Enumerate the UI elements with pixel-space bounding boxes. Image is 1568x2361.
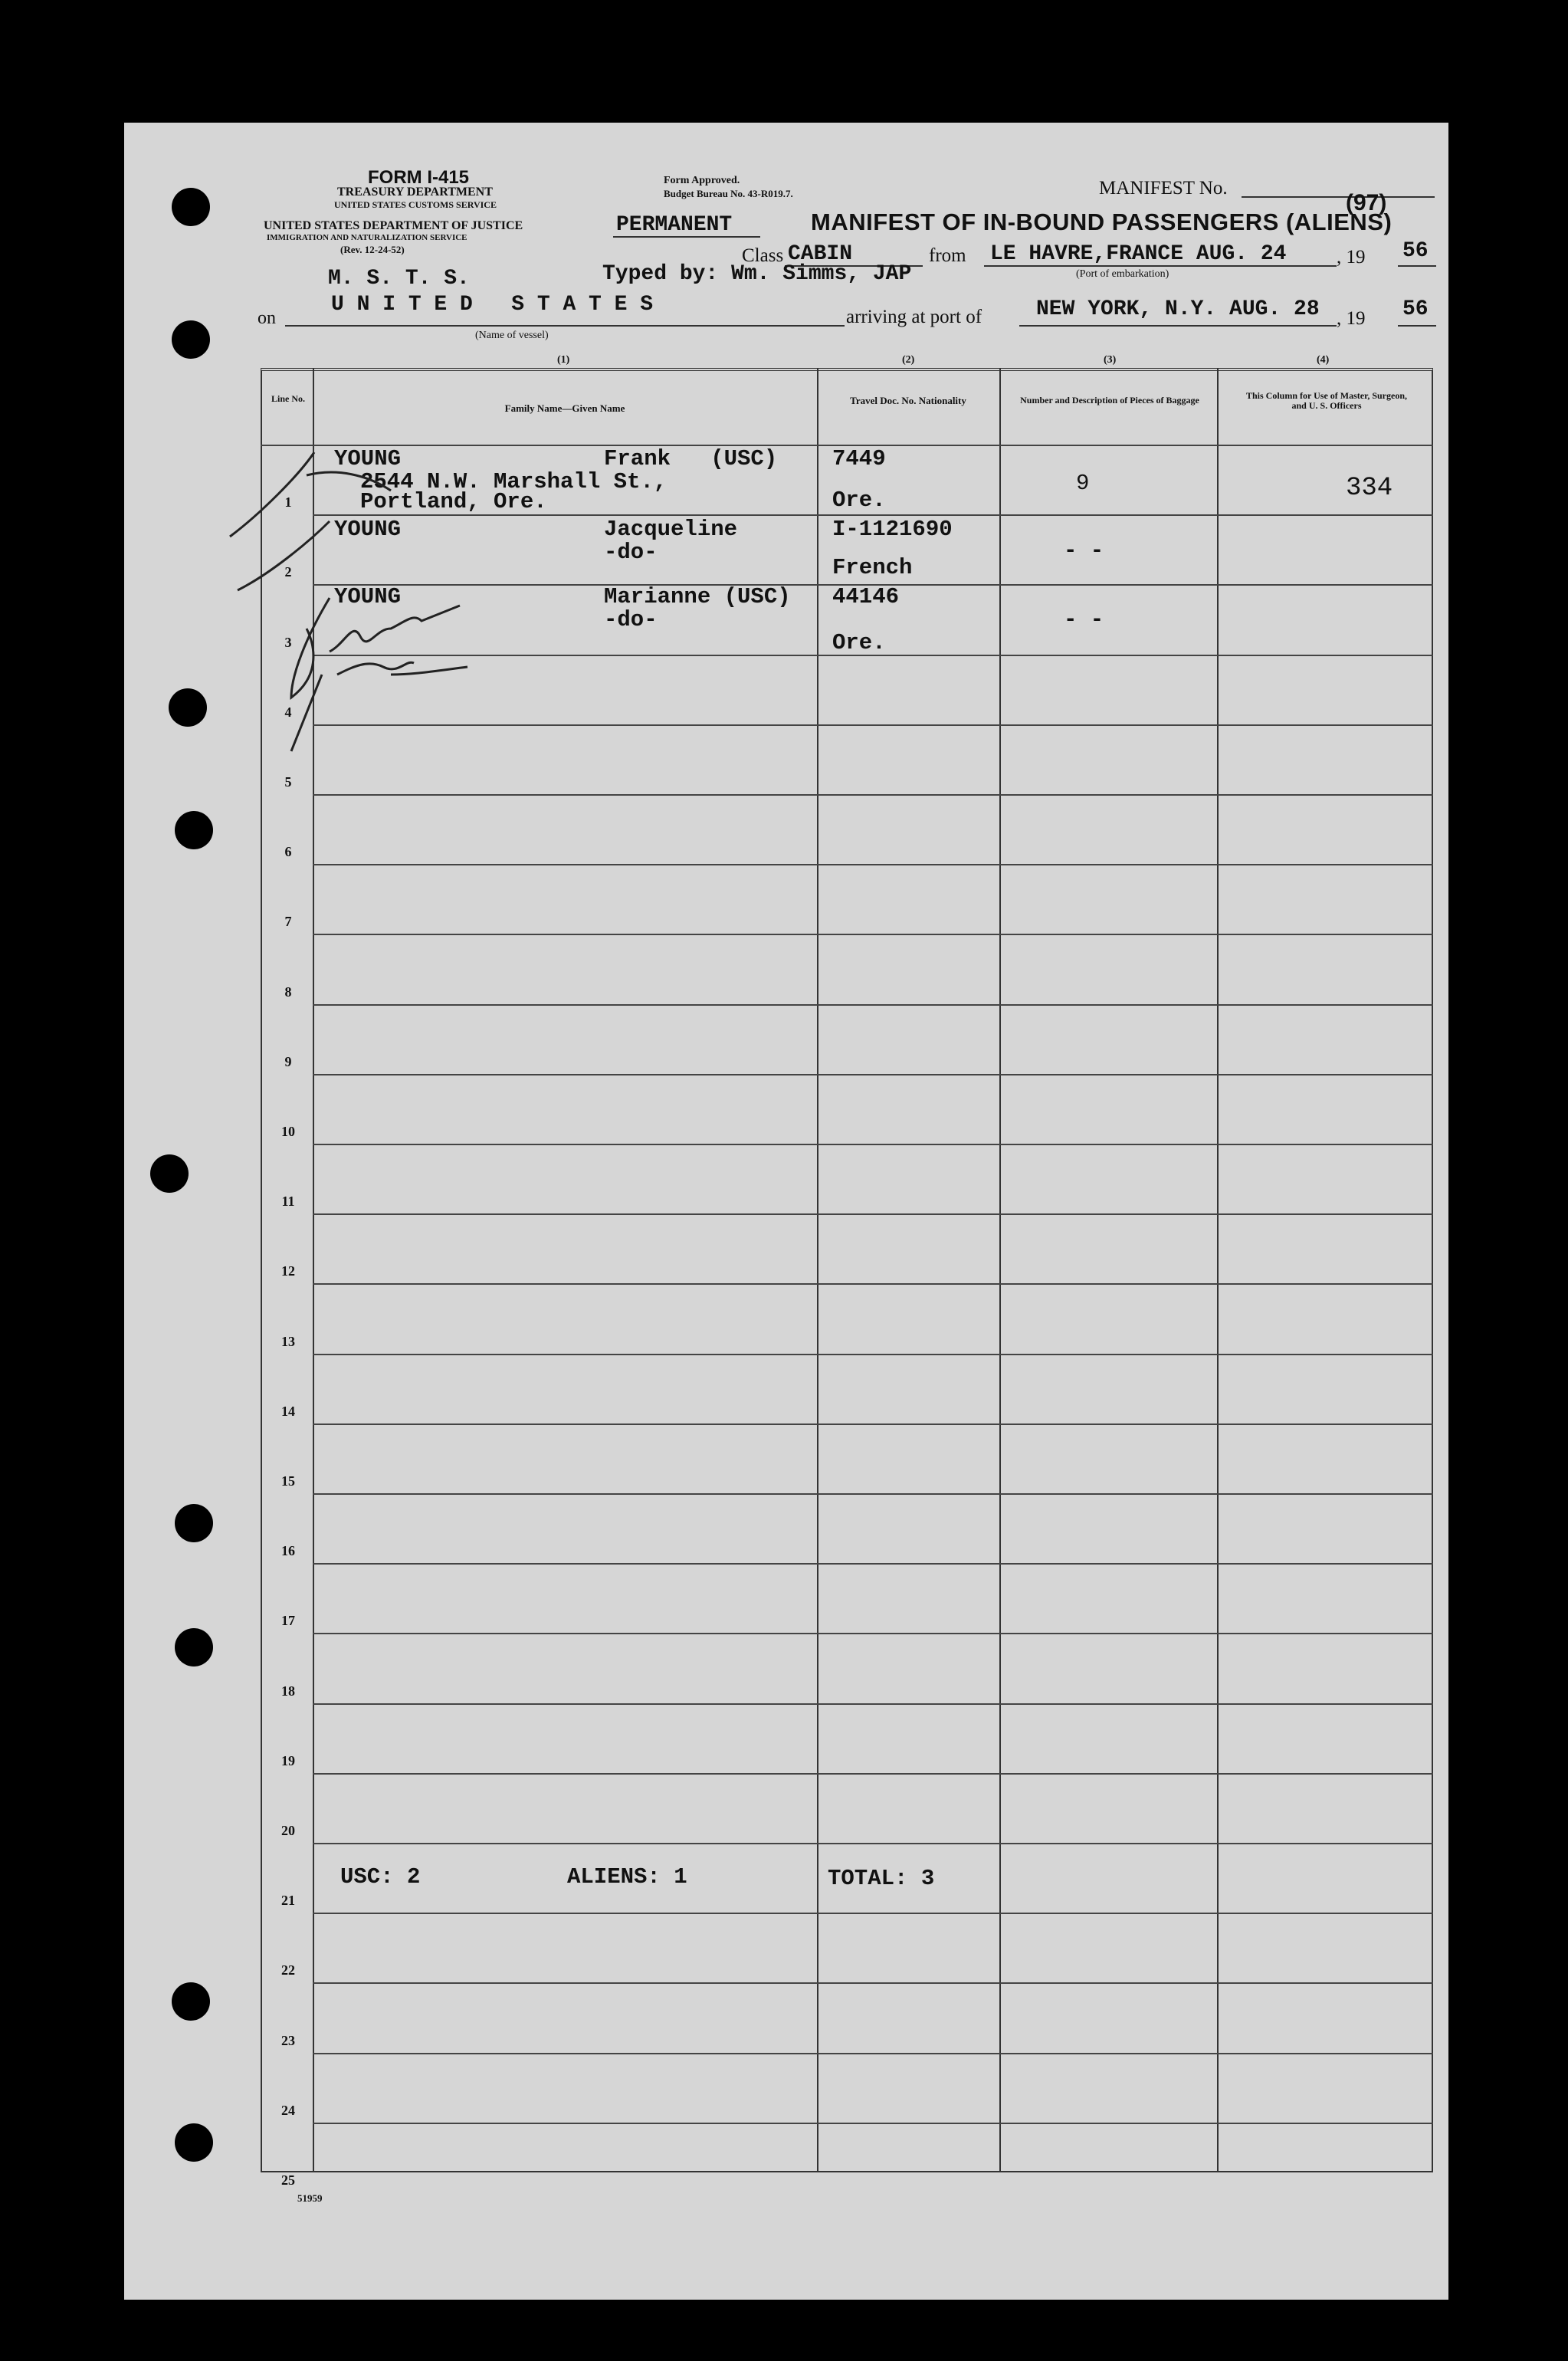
from-value: LE HAVRE,FRANCE AUG. 24 (990, 242, 1287, 266)
entry-nationality: French (832, 555, 913, 580)
column-number: (1) (557, 354, 570, 366)
table-row (313, 1563, 1433, 1565)
entry-given: Frank (USC) (604, 446, 778, 471)
line-number: 13 (281, 1333, 295, 1349)
form-revision: (Rev. 12-24-52) (340, 244, 405, 255)
table-row (313, 934, 1433, 935)
entry-travel-doc: I-1121690 (832, 517, 953, 542)
total-all: TOTAL: 3 (828, 1866, 935, 1891)
table-row (313, 1283, 1433, 1285)
table-row (313, 1913, 1433, 1914)
permanent-stamp: PERMANENT (616, 213, 733, 237)
line-number: 21 (281, 1893, 295, 1909)
line-number: 20 (281, 1823, 295, 1838)
entry-baggage: - - (1064, 607, 1104, 632)
arriving-label: arriving at port of (846, 307, 982, 327)
table-row (313, 1144, 1433, 1145)
line-number: 25 (281, 2172, 295, 2188)
budget-bureau: Budget Bureau No. 43-R019.7. (664, 188, 793, 199)
line-number: 24 (281, 2102, 295, 2118)
line-number: 4 (284, 704, 292, 720)
punch-hole (175, 2123, 213, 2162)
footer-code: 51959 (297, 2192, 323, 2204)
form-approval: Form Approved. (664, 175, 740, 186)
table-row (313, 1633, 1433, 1634)
line-number: 1 (284, 494, 292, 511)
handwritten-marks (215, 445, 490, 767)
vessel-label: (Name of vessel) (475, 330, 549, 341)
table-row (313, 1773, 1433, 1775)
punch-hole (175, 811, 213, 849)
punch-hole (169, 688, 207, 727)
table-row (313, 2123, 1433, 2124)
line-number: 7 (284, 914, 292, 930)
table-row (313, 1493, 1433, 1495)
table-row (313, 1074, 1433, 1075)
entry-family: YOUNG (334, 446, 402, 471)
header-family-name: Family Name—Given Name (504, 402, 625, 414)
entry-family: YOUNG (334, 584, 402, 609)
entry-ditto: -do- (604, 540, 658, 565)
line-number: 23 (281, 2032, 295, 2048)
year2-underline (1398, 325, 1436, 327)
msts: M. S. T. S. (328, 267, 470, 291)
header-officers: This Column for Use of Master, Surgeon, and U. S. Officers (1245, 390, 1407, 411)
table-row (313, 1843, 1433, 1844)
permanent-underline (613, 236, 760, 238)
column-number: (3) (1104, 354, 1117, 366)
total-usc: USC: 2 (340, 1864, 421, 1890)
justice-dept: UNITED STATES DEPARTMENT OF JUSTICE (264, 219, 523, 232)
column-divider (999, 368, 1001, 2172)
manifest-no-label: MANIFEST No. (1099, 178, 1228, 199)
class-value: CABIN (788, 242, 853, 266)
entry-given: Marianne (USC) (604, 584, 791, 609)
vessel-name: U N I T E D S T A T E S (331, 293, 654, 317)
column-divider (1217, 368, 1219, 2172)
typed-by: Typed by: Wm. Simms, JAP (602, 262, 912, 286)
entry-officer-note: 334 (1346, 474, 1393, 503)
entry-ditto: -do- (604, 607, 658, 632)
line-number: 3 (284, 634, 292, 650)
entry-nationality: Ore. (832, 488, 886, 513)
punch-hole (172, 188, 210, 226)
line-number: 18 (281, 1683, 295, 1699)
column-divider (817, 368, 818, 2172)
table-row (313, 1354, 1433, 1355)
from-label: from (929, 245, 966, 266)
column-number: (2) (902, 354, 915, 366)
year2-prefix: , 19 (1337, 308, 1366, 329)
form-title: MANIFEST OF IN-BOUND PASSENGERS (ALIENS) (811, 209, 1393, 235)
total-aliens: ALIENS: 1 (567, 1864, 687, 1890)
table-row (313, 1213, 1433, 1215)
entry-address: Portland, Ore. (360, 489, 547, 514)
header-travel-doc: Travel Doc. No. Nationality (850, 395, 966, 406)
form-number: FORM I-415 (368, 167, 470, 188)
year2-value: 56 (1402, 297, 1429, 321)
manifest-no-underline (1242, 196, 1435, 198)
table-row (313, 864, 1433, 865)
header-line-no: Line No. (271, 393, 305, 404)
arriving-underline (1019, 325, 1337, 327)
year-prefix: , 19 (1337, 247, 1366, 268)
line-number: 12 (281, 1263, 295, 1279)
entry-baggage: - - (1064, 538, 1104, 563)
line-number: 17 (281, 1613, 295, 1629)
ins-service: IMMIGRATION AND NATURALIZATION SERVICE (267, 233, 467, 242)
entry-travel-doc: 44146 (832, 584, 900, 609)
entry-given: Jacqueline (604, 517, 738, 542)
punch-hole (172, 320, 210, 359)
entry-baggage: 9 (1076, 471, 1090, 496)
vessel-underline (285, 325, 845, 327)
column-number: (4) (1317, 354, 1330, 366)
entry-family: YOUNG (334, 517, 402, 542)
line-number: 11 (281, 1194, 295, 1210)
year-value: 56 (1402, 239, 1429, 263)
dept-name: TREASURY DEPARTMENT (337, 186, 493, 199)
table-row (313, 1423, 1433, 1425)
punch-hole (175, 1504, 213, 1542)
year-underline (1398, 265, 1436, 267)
class-label: Class (742, 245, 784, 266)
entry-travel-doc: 7449 (832, 446, 886, 471)
line-number: 10 (281, 1124, 295, 1139)
entry-address: 2544 N.W. Marshall St., (360, 469, 668, 494)
line-number: 15 (281, 1473, 295, 1489)
arriving-value: NEW YORK, N.Y. AUG. 28 (1036, 297, 1320, 321)
entry-nationality: Ore. (832, 630, 886, 655)
punch-hole (175, 1628, 213, 1666)
table-row (313, 2053, 1433, 2054)
line-number: 6 (284, 844, 292, 860)
punch-hole (150, 1154, 189, 1193)
table-row (313, 794, 1433, 796)
table-row (313, 1982, 1433, 1984)
port-embarkation-label: (Port of embarkation) (1076, 268, 1169, 280)
line-number: 19 (281, 1752, 295, 1768)
manifest-no-value: (97) (1346, 190, 1387, 215)
line-number: 8 (284, 983, 292, 1000)
line-number: 22 (281, 1962, 295, 1978)
line-number: 9 (284, 1053, 292, 1069)
table-row (313, 1004, 1433, 1006)
line-number: 16 (281, 1543, 295, 1559)
table-row (313, 1703, 1433, 1705)
on-label: on (258, 308, 276, 328)
service-name: UNITED STATES CUSTOMS SERVICE (334, 199, 497, 210)
line-number: 2 (284, 564, 292, 580)
line-number: 14 (281, 1403, 295, 1419)
punch-hole (172, 1982, 210, 2021)
from-underline (984, 265, 1337, 267)
header-baggage: Number and Description of Pieces of Baggage (1020, 395, 1199, 406)
line-number: 5 (284, 774, 292, 790)
